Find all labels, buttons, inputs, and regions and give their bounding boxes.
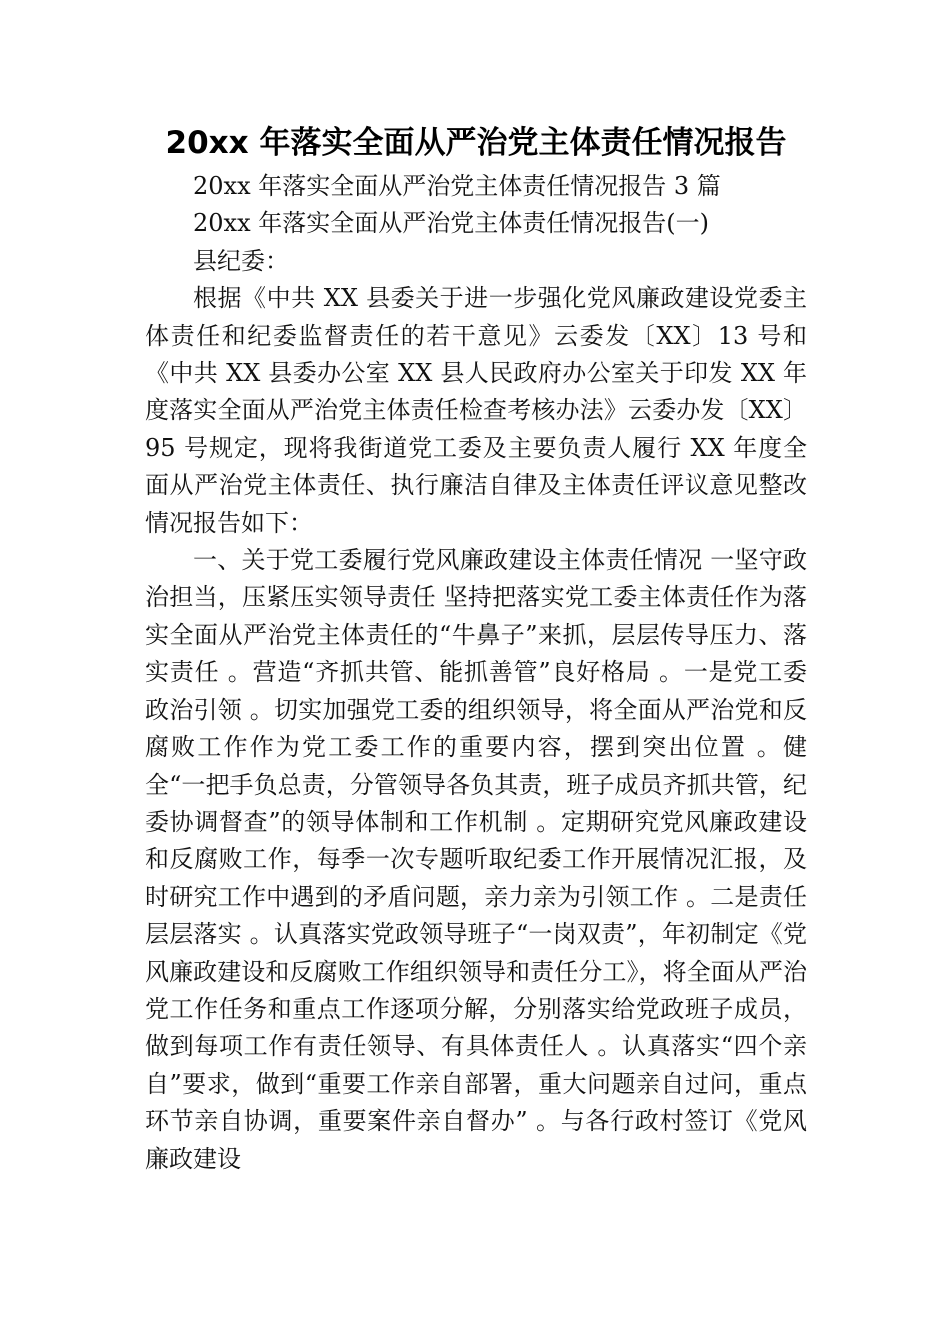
paragraph-intro: 根据《中共 XX 县委关于进一步强化党风廉政建设党委主体责任和纪委监督责任的若干意见》云委发〔XX〕13 号和《中共 XX 县委办公室 XX 县人民政府办公室关于印发 XX 年度落实全面从严治党主体责任检查考核办法》云委办发〔XX〕95 号规定，现将我街道党工委及主要负责人履行 XX 年度全面从严治党主体责任、执行廉洁自律及主体责任评议意见整改情况报告如下： bbox=[145, 284, 807, 537]
document-subtitle: 20xx 年落实全面从严治党主体责任情况报告 3 篇 bbox=[193, 172, 721, 200]
section-heading: 20xx 年落实全面从严治党主体责任情况报告(一) bbox=[193, 209, 709, 238]
paragraph-section-one: 一、关于党工委履行党风廉政建设主体责任情况 一坚守政治担当，压紧压实领导责任 坚持把落实党工委主体责任作为落实全面从严治党主体责任的“牛鼻子”来抓，层层传导压力、落实责任 。营造“齐抓共管、能抓善管”良好格局 。一是党工委政治引领 。切实加强党工委的组织领导，将全面从严治党和反腐败工作作为党工委工作的重要内容，摆到突出位置 。健全“一把手负总责，分管领导各负其责，班子成员齐抓共管，纪委协调督查”的领导体制和工作机制 。定期研究党风廉政建设和反腐败工作，每季一次专题听取纪委工作开展情况汇报，及时研究工作中遇到的矛盾问题，亲力亲为引领工作 。二是责任层层落实 。认真落实党政领导班子“一岗双责”，年初制定《党风廉政建设和反腐败工作组织领导和责任分工》，将全面从严治党工作任务和重点工作逐项分解，分别落实给党政班子成员，做到每项工作有责任领导、有具体责任人 。认真落实“四个亲自”要求，做到“重要工作亲自部署，重大问题亲自过问，重点环节亲自协调，重要案件亲自督办” 。与各行政村签订《党风廉政建设 bbox=[145, 546, 807, 1173]
salutation: 县纪委： bbox=[193, 246, 289, 275]
document-body bbox=[145, 118, 807, 1178]
document-title: 20xx 年落实全面从严治党主体责任情况报告 bbox=[165, 125, 787, 161]
